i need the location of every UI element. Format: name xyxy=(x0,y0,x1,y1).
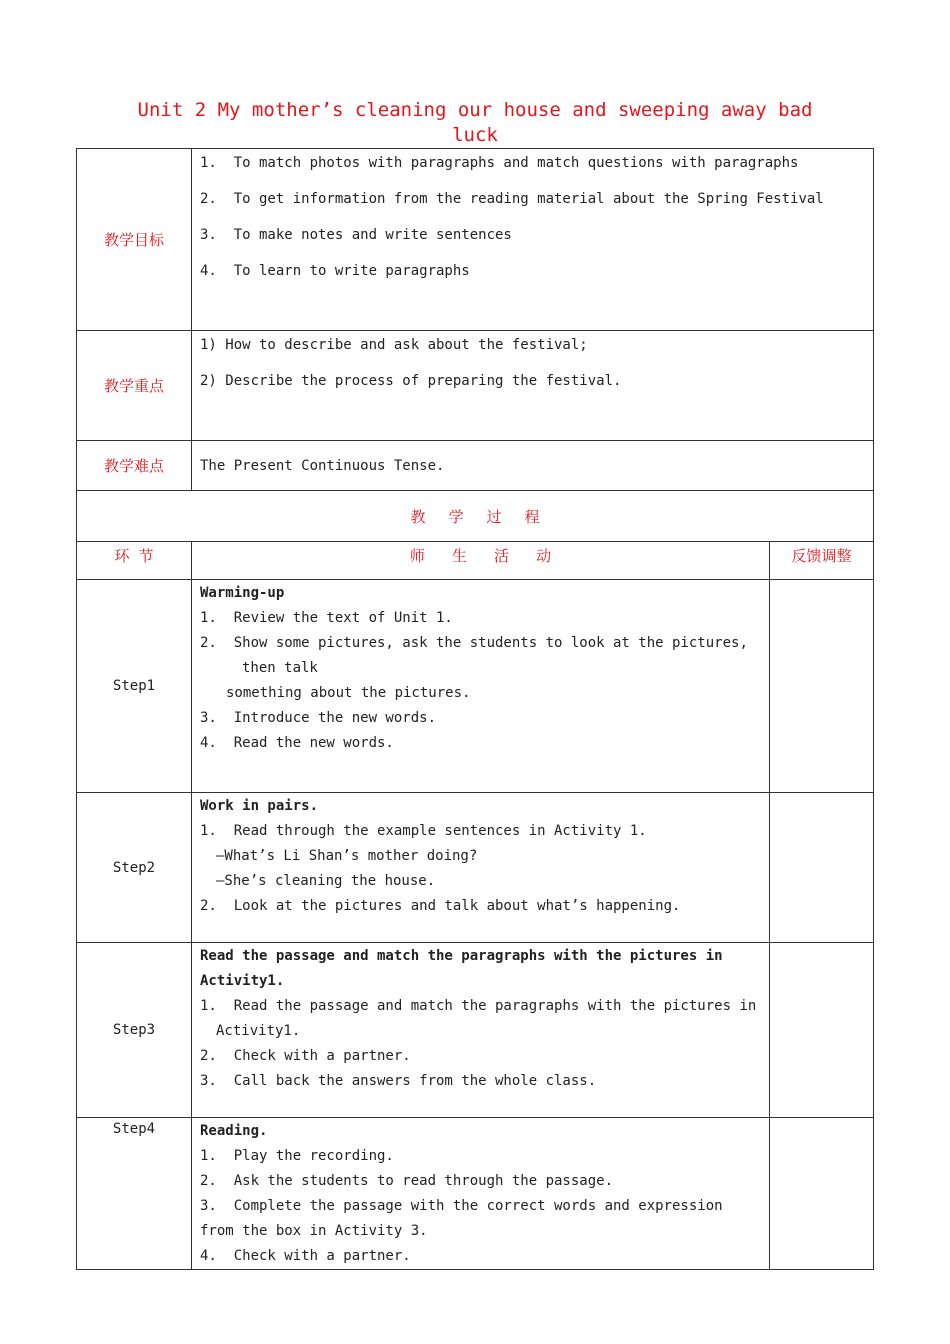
difficulties-row xyxy=(77,441,874,491)
step-feedback xyxy=(769,943,873,1118)
step-line: 3. Introduce the new words. xyxy=(200,710,437,726)
step-activity xyxy=(192,580,770,793)
objective-item: 1. To match photos with paragraphs and match questions with paragraphs xyxy=(200,155,799,171)
objective-item: 3. To make notes and write sentences xyxy=(200,227,512,243)
step-line: —What’s Li Shan’s mother doing? xyxy=(216,848,478,864)
key-points-content xyxy=(192,331,874,441)
step-line: 2. Ask the students to read through the passage. xyxy=(200,1173,614,1189)
objective-item: 2. To get information from the reading material about the Spring Festival xyxy=(200,191,824,207)
objectives-label: 教学目标 xyxy=(77,149,192,331)
step-line: 2. Check with a partner. xyxy=(200,1048,411,1064)
step-line: 3. Call back the answers from the whole class. xyxy=(200,1073,597,1089)
step-line: 1. Read the passage and match the paragraphs with the pictures in xyxy=(200,998,757,1014)
step-heading: Reading. xyxy=(200,1123,268,1139)
step-activity xyxy=(192,793,770,943)
step-heading: Warming-up xyxy=(200,585,285,601)
col-feedback-header: 反馈调整 xyxy=(769,542,873,580)
step-name: Step4 xyxy=(77,1118,192,1270)
step-line: 4. Read the new words. xyxy=(200,735,394,751)
objectives-content xyxy=(192,149,874,331)
difficulties-label: 教学难点 xyxy=(77,441,192,491)
col-stage-header: 环 节 xyxy=(77,542,192,580)
key-point-item: 2) Describe the process of preparing the festival. xyxy=(200,373,622,389)
difficulties-content: The Present Continuous Tense. xyxy=(192,441,874,491)
step-line: 2. Look at the pictures and talk about what’s happening. xyxy=(200,898,681,914)
step-feedback xyxy=(769,580,873,793)
step-line: 2. Show some pictures, ask the students to look at the pictures, xyxy=(200,635,748,651)
step-activity xyxy=(192,1118,770,1270)
step-activity xyxy=(192,943,770,1118)
step-line: something about the pictures. xyxy=(226,685,471,701)
step-line: 1. Play the recording. xyxy=(200,1148,394,1164)
col-activity-header: 师 生 活 动 xyxy=(192,542,770,580)
step-line: 1. Read through the example sentences in Activity 1. xyxy=(200,823,647,839)
objective-item: 4. To learn to write paragraphs xyxy=(200,263,470,279)
key-point-item: 1) How to describe and ask about the festival; xyxy=(200,337,588,353)
step-heading: Work in pairs. xyxy=(200,798,319,814)
step-line: then talk xyxy=(242,660,318,676)
key-points-row xyxy=(77,331,874,441)
process-header: 教 学 过 程 xyxy=(77,491,874,542)
step-line: 4. Check with a partner. xyxy=(200,1248,411,1264)
step-line: Activity1. xyxy=(216,1023,301,1039)
step-line: —She’s cleaning the house. xyxy=(216,873,436,889)
step-name: Step3 xyxy=(77,943,192,1118)
key-points-label: 教学重点 xyxy=(77,331,192,441)
column-header-row xyxy=(77,542,874,580)
step-row xyxy=(77,793,874,943)
step-name: Step2 xyxy=(77,793,192,943)
step-line: 1. Review the text of Unit 1. xyxy=(200,610,453,626)
process-header-row xyxy=(77,491,874,542)
step-row xyxy=(77,1118,874,1270)
step-name: Step1 xyxy=(77,580,192,793)
lesson-plan-table xyxy=(76,148,874,1270)
step-feedback xyxy=(769,793,873,943)
objectives-row xyxy=(77,149,874,331)
step-heading: Read the passage and match the paragraphs with the pictures in Activity1. xyxy=(200,948,732,989)
step-feedback xyxy=(769,1118,873,1270)
step-row xyxy=(77,943,874,1118)
step-row xyxy=(77,580,874,793)
document-title: Unit 2 My mother’s cleaning our house and sweeping away bad luck xyxy=(137,99,813,146)
step-line: 3. Complete the passage with the correct words and expression from the box in Activity 3. xyxy=(200,1198,732,1239)
